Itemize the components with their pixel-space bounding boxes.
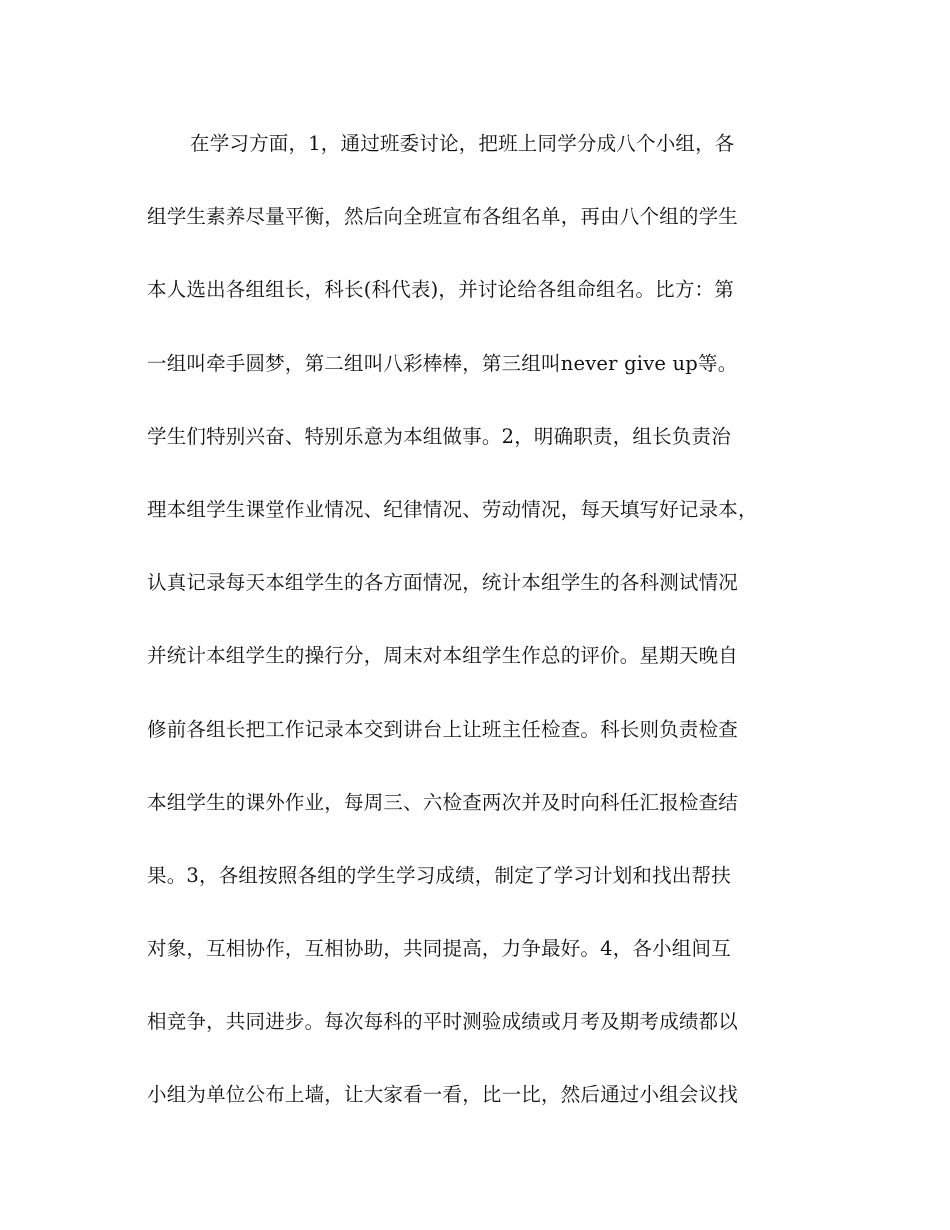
text-line: 组学生素养尽量平衡，然后向全班宣布各组名单，再由八个组的学生 xyxy=(147,205,739,229)
text-line: 理本组学生课堂作业情况、纪律情况、劳动情况，每天填写好记录本， xyxy=(147,497,758,521)
text-line: 在学习方面，1，通过班委讨论，把班上同学分成八个小组，各 xyxy=(190,132,735,155)
text-line: 本人选出各组组长，科长(科代表)，并讨论给各组命组名。比方：第 xyxy=(147,278,734,302)
text-line: 认真记录每天本组学生的各方面情况，统计本组学生的各科测试情况 xyxy=(147,571,739,595)
text-line: 并统计本组学生的操行分，周末对本组学生作总的评价。星期天晚自 xyxy=(147,644,739,668)
text-line: 果。3，各组按照各组的学生学习成绩，制定了学习计划和找出帮扶 xyxy=(147,863,731,887)
text-line: 本组学生的课外作业，每周三、六检查两次并及时向科任汇报检查结 xyxy=(147,790,739,814)
text-line: 小组为单位公布上墙，让大家看一看，比一比，然后通过小组会议找 xyxy=(147,1083,739,1107)
body-paragraph xyxy=(147,126,807,1151)
text-line: 学生们特别兴奋、特别乐意为本组做事。2，明确职责，组长负责治 xyxy=(147,424,731,448)
text-line: 修前各组长把工作记录本交到讲台上让班主任检查。科长则负责检查 xyxy=(147,717,739,741)
text-line: 相竞争，共同进步。每次每科的平时测验成绩或月考及期考成绩都以 xyxy=(147,1010,739,1034)
text-line: 对象，互相协作，互相协助，共同提高，力争最好。4，各小组间互 xyxy=(147,937,731,961)
text-line: 一组叫牵手圆梦，第二组叫八彩棒棒，第三组叫never give up等。 xyxy=(147,351,738,375)
